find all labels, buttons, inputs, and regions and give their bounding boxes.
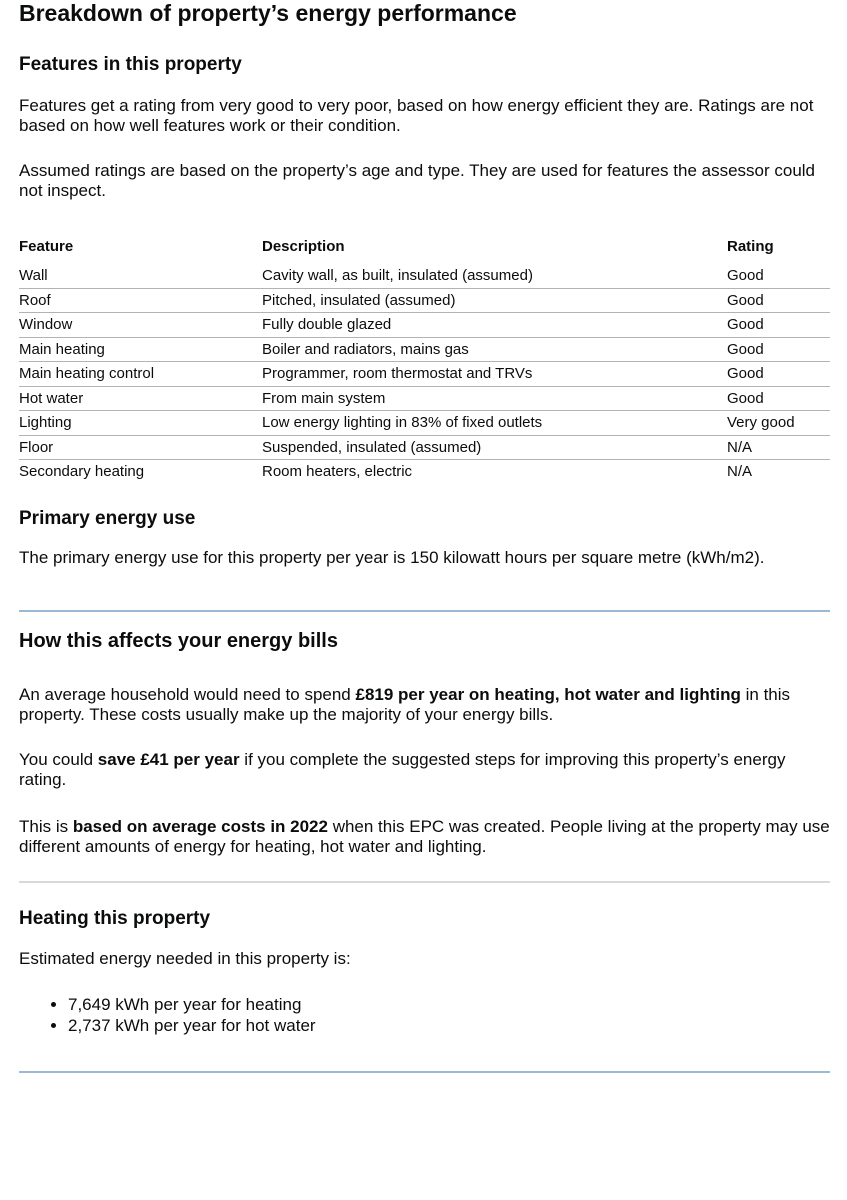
primary-energy-text: The primary energy use for this property per year is 150 kilowatt hours per square metre (kWh/m2). <box>19 548 765 567</box>
table-row <box>19 435 830 460</box>
rating-cell: Good <box>727 291 764 309</box>
features-intro-2: Assumed ratings are based on the property’s age and type. They are used for features the assessor could not inspect. <box>19 161 816 200</box>
section-divider <box>19 610 830 612</box>
description-cell: Fully double glazed <box>262 316 392 334</box>
bills-savings-pre: You could <box>19 750 98 769</box>
table-row <box>19 460 830 484</box>
description-cell: Room heaters, electric <box>262 463 413 481</box>
description-cell: From main system <box>262 389 386 407</box>
bills-savings-amount: save £41 per year <box>97 750 240 769</box>
feature-cell: Lighting <box>19 414 72 432</box>
features-intro-1: Features get a rating from very good to very poor, based on how energy efficient they are. Ratings are not based on how well features work or their condition. <box>19 96 814 135</box>
feature-cell: Window <box>19 316 73 334</box>
bills-basis-post: when this EPC was created. People living at the property may use different amounts of energy for heating, hot water and lighting. <box>19 817 830 856</box>
table-row <box>19 386 830 411</box>
bills-basis-bold: based on average costs in 2022 <box>72 817 328 836</box>
feature-cell: Hot water <box>19 389 84 407</box>
rating-cell: Very good <box>727 414 795 432</box>
bills-cost-amount: £819 per year on heating, hot water and lighting <box>355 685 741 704</box>
description-cell: Low energy lighting in 83% of fixed outlets <box>262 414 543 432</box>
table-row <box>19 337 830 362</box>
rating-cell: Good <box>727 316 764 334</box>
bills-cost-post: in this property. These costs usually make up the majority of your energy bills. <box>19 685 791 724</box>
features-table <box>19 235 830 484</box>
column-header-description: Description <box>262 238 345 255</box>
table-row <box>19 288 830 313</box>
subsection-divider <box>19 881 830 883</box>
bills-basis-paragraph <box>19 817 830 857</box>
bills-basis-pre: This is <box>19 817 73 836</box>
table-row <box>19 264 830 288</box>
rating-cell: Good <box>727 365 764 383</box>
description-cell: Suspended, insulated (assumed) <box>262 438 482 456</box>
table-header-row <box>19 235 830 264</box>
column-header-feature: Feature <box>19 238 74 255</box>
features-heading: Features in this property <box>19 54 242 75</box>
table-row <box>19 411 830 436</box>
bills-cost-pre: An average household would need to spend <box>19 685 356 704</box>
rating-cell: Good <box>727 267 764 285</box>
column-header-rating: Rating <box>727 238 774 255</box>
feature-cell: Secondary heating <box>19 463 145 481</box>
rating-cell: N/A <box>727 438 753 456</box>
description-cell: Boiler and radiators, mains gas <box>262 340 469 358</box>
feature-cell: Wall <box>19 267 48 285</box>
section-divider-bottom <box>19 1071 830 1073</box>
description-cell: Pitched, insulated (assumed) <box>262 291 456 309</box>
feature-cell: Roof <box>19 291 51 309</box>
heating-heading: Heating this property <box>19 908 211 929</box>
heating-intro: Estimated energy needed in this property is: <box>19 949 351 968</box>
bills-savings-post: if you complete the suggested steps for improving this property’s energy rating. <box>19 750 786 789</box>
table-row <box>19 313 830 338</box>
list-item: • 2,737 kWh per year for hot water <box>68 1015 316 1036</box>
rating-cell: Good <box>727 389 764 407</box>
bills-cost-paragraph <box>19 685 830 725</box>
rating-cell: Good <box>727 340 764 358</box>
feature-cell: Floor <box>19 438 54 456</box>
feature-cell: Main heating <box>19 340 105 358</box>
description-cell: Programmer, room thermostat and TRVs <box>262 365 533 383</box>
primary-energy-heading: Primary energy use <box>19 508 196 529</box>
feature-cell: Main heating control <box>19 365 155 383</box>
bills-heading: How this affects your energy bills <box>19 630 338 652</box>
table-row <box>19 362 830 387</box>
heating-list <box>19 994 316 1036</box>
description-cell: Cavity wall, as built, insulated (assumed) <box>262 267 533 285</box>
rating-cell: N/A <box>727 463 753 481</box>
bills-savings-paragraph <box>19 750 830 790</box>
page-title: Breakdown of property’s energy performance <box>19 0 517 26</box>
list-item: • 7,649 kWh per year for heating <box>68 994 316 1015</box>
